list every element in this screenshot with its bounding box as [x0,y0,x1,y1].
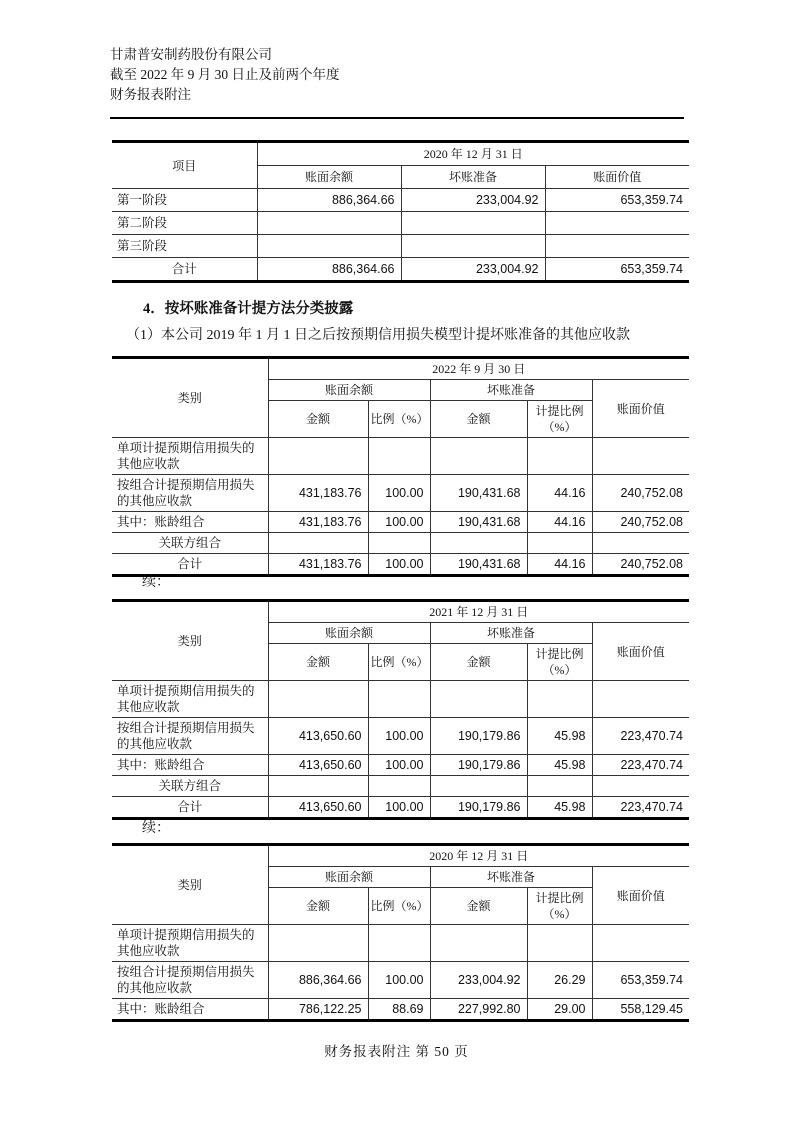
value-cell: 431,183.76 [268,475,368,512]
table-row [112,189,689,212]
ecl-table-2020-section [112,843,689,1022]
value-cell: 100.00 [368,554,430,576]
table-row [112,755,689,776]
value-cell: 44.16 [527,554,592,576]
value-cell: 786,122.25 [268,999,368,1021]
stage-table-section [112,140,689,283]
row-label-cell: 单项计提预期信用损失的其他应收款 [112,681,268,718]
value-cell [268,776,368,797]
value-cell: 29.00 [527,999,592,1021]
column-header-provision: 坏账准备 [401,166,545,189]
sub-header-amount: 金额 [268,401,368,438]
value-cell: 431,183.76 [268,554,368,576]
carrying-column-header: 账面价值 [592,380,689,438]
value-cell: 653,359.74 [545,189,689,212]
value-cell [592,438,689,475]
value-cell: 240,752.08 [592,512,689,533]
value-cell [592,681,689,718]
value-cell: 223,470.74 [592,718,689,755]
value-cell [368,681,430,718]
value-cell [257,235,401,258]
ecl-table-2020 [112,843,689,1022]
row-label-cell: 按组合计提预期信用损失的其他应收款 [112,962,268,999]
table-row [112,512,689,533]
page-header [110,45,340,105]
value-cell: 886,364.66 [268,962,368,999]
row-label-cell: 单项计提预期信用损失的其他应收款 [112,925,268,962]
sub-header-amount: 金额 [268,888,368,925]
value-cell [592,925,689,962]
continued-label: 续： [142,821,170,836]
value-cell: 190,431.68 [430,475,527,512]
value-cell [430,925,527,962]
column-header-balance: 账面余额 [257,166,401,189]
table-row [112,258,689,282]
value-cell: 233,004.92 [430,962,527,999]
column-header-carrying: 账面价值 [545,166,689,189]
table-row [112,999,689,1021]
ecl-table-2021 [112,599,689,820]
row-label-cell: 合计 [112,258,257,282]
row-label-cell: 单项计提预期信用损失的其他应收款 [112,438,268,475]
value-cell: 190,179.86 [430,797,527,819]
date-header: 2021 年 12 月 31 日 [268,601,689,623]
value-cell: 26.29 [527,962,592,999]
value-cell: 190,179.86 [430,718,527,755]
value-cell [368,533,430,554]
row-label-cell: 关联方组合 [112,776,268,797]
date-header: 2020 年 12 月 31 日 [257,142,689,166]
value-cell [430,681,527,718]
sub-header-ratio: 比例（%） [368,888,430,925]
sub-header-amount: 金额 [268,644,368,681]
balance-group-header: 账面余额 [268,867,430,888]
table-row [112,681,689,718]
date-header: 2022 年 9 月 30 日 [268,358,689,380]
value-cell: 45.98 [527,797,592,819]
value-cell: 240,752.08 [592,554,689,576]
row-label-cell: 第一阶段 [112,189,257,212]
value-cell [527,438,592,475]
continued-label: 续： [142,575,170,590]
row-label-cell: 合计 [112,554,268,576]
value-cell: 413,650.60 [268,718,368,755]
document-title: 财务报表附注 [110,87,191,102]
value-cell [527,681,592,718]
carrying-column-header: 账面价值 [592,867,689,925]
table-row [112,776,689,797]
company-name: 甘肃普安制药股份有限公司 [110,47,272,62]
header-divider [110,117,684,119]
stage-table [112,140,689,283]
ecl-table-2022-section [112,356,689,577]
provision-group-header: 坏账准备 [430,867,592,888]
row-label-cell: 其中：账龄组合 [112,999,268,1021]
table-row [112,438,689,475]
value-cell [401,212,545,235]
sub-header-amount: 金额 [430,888,527,925]
category-column-header: 类别 [112,601,268,681]
value-cell: 233,004.92 [401,258,545,282]
value-cell: 413,650.60 [268,797,368,819]
sub-header-amount: 金额 [430,644,527,681]
value-cell: 88.69 [368,999,430,1021]
value-cell: 223,470.74 [592,755,689,776]
report-period: 截至 2022 年 9 月 30 日止及前两个年度 [110,67,340,82]
row-label-cell: 第三阶段 [112,235,257,258]
value-cell: 886,364.66 [257,189,401,212]
row-label-cell: 合计 [112,797,268,819]
provision-group-header: 坏账准备 [430,380,592,401]
table-row [112,797,689,819]
value-cell: 558,129.45 [592,999,689,1021]
section-heading: 4．按坏账准备计提方法分类披露 [143,301,354,317]
balance-group-header: 账面余额 [268,380,430,401]
table-row [112,718,689,755]
value-cell: 100.00 [368,512,430,533]
value-cell [368,925,430,962]
value-cell [592,533,689,554]
value-cell [430,776,527,797]
row-label-cell: 其中：账龄组合 [112,512,268,533]
category-column-header: 类别 [112,845,268,925]
sub-header-provision-ratio: 计提比例（%） [527,888,592,925]
balance-group-header: 账面余额 [268,623,430,644]
value-cell [527,925,592,962]
category-column-header: 类别 [112,358,268,438]
sub-header-amount: 金额 [430,401,527,438]
sub-header-ratio: 比例（%） [368,644,430,681]
value-cell: 653,359.74 [545,258,689,282]
table-row [112,475,689,512]
table-row [112,235,689,258]
value-cell [430,533,527,554]
value-cell: 227,992.80 [430,999,527,1021]
value-cell: 431,183.76 [268,512,368,533]
section-paragraph: （1）本公司 2019 年 1 月 1 日之后按预期信用损失模型计提坏账准备的其他应收款 [126,328,630,343]
value-cell: 653,359.74 [592,962,689,999]
ecl-table-2021-section [112,599,689,820]
value-cell: 190,431.68 [430,554,527,576]
row-label-cell: 按组合计提预期信用损失的其他应收款 [112,718,268,755]
value-cell: 100.00 [368,797,430,819]
provision-group-header: 坏账准备 [430,623,592,644]
value-cell: 100.00 [368,962,430,999]
value-cell [268,925,368,962]
item-column-header: 项目 [112,142,257,189]
carrying-column-header: 账面价值 [592,623,689,681]
value-cell: 44.16 [527,475,592,512]
value-cell [368,776,430,797]
value-cell [545,212,689,235]
value-cell: 100.00 [368,475,430,512]
sub-header-provision-ratio: 计提比例（%） [527,401,592,438]
value-cell [268,533,368,554]
sub-header-provision-ratio: 计提比例（%） [527,644,592,681]
value-cell: 240,752.08 [592,475,689,512]
table-row [112,962,689,999]
value-cell: 190,431.68 [430,512,527,533]
value-cell [545,235,689,258]
row-label-cell: 其中：账龄组合 [112,755,268,776]
value-cell: 223,470.74 [592,797,689,819]
date-header: 2020 年 12 月 31 日 [268,845,689,867]
value-cell: 233,004.92 [401,189,545,212]
value-cell [268,681,368,718]
value-cell [592,776,689,797]
sub-header-ratio: 比例（%） [368,401,430,438]
value-cell: 45.98 [527,718,592,755]
value-cell: 44.16 [527,512,592,533]
value-cell: 190,179.86 [430,755,527,776]
row-label-cell: 按组合计提预期信用损失的其他应收款 [112,475,268,512]
page-footer: 财务报表附注 第 50 页 [324,1044,469,1059]
value-cell [527,776,592,797]
value-cell: 413,650.60 [268,755,368,776]
row-label-cell: 关联方组合 [112,533,268,554]
ecl-table-2022 [112,356,689,577]
value-cell [401,235,545,258]
row-label-cell: 第二阶段 [112,212,257,235]
value-cell [268,438,368,475]
table-row [112,533,689,554]
value-cell [527,533,592,554]
table-row [112,925,689,962]
value-cell: 886,364.66 [257,258,401,282]
value-cell [257,212,401,235]
value-cell: 45.98 [527,755,592,776]
value-cell: 100.00 [368,718,430,755]
table-row [112,554,689,576]
table-row [112,212,689,235]
value-cell [368,438,430,475]
value-cell [430,438,527,475]
value-cell: 100.00 [368,755,430,776]
